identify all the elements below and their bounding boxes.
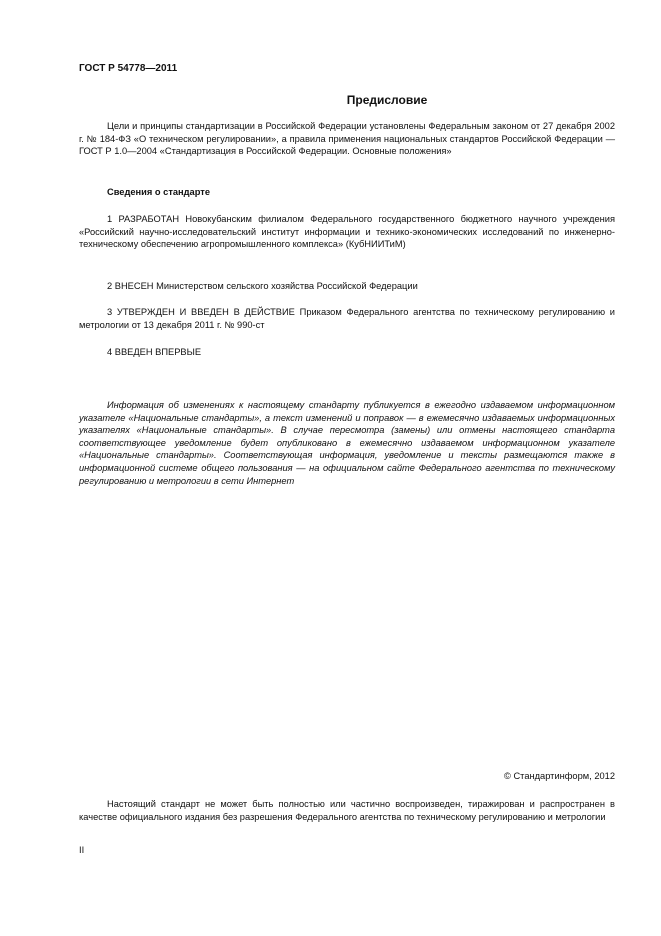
intro-paragraph: Цели и принципы стандартизации в Российской Федерации установлены Федеральным законом от 27 декабря 2002 г. № 184-ФЗ «О техническом регулировании», а правила применения национальных стандартов Российской Федерации — ГОСТ Р 1.0—2004 «Стандартизация в Российской Федерации. Основные положения» [79,121,615,157]
page-title [79,93,615,107]
standard-number-header: ГОСТ Р 54778—2011 [79,63,178,74]
item-submitted: 2 ВНЕСЕН Министерством сельского хозяйства Российской Федерации [107,281,418,291]
item-approved: 3 УТВЕРЖДЕН И ВВЕДЕН В ДЕЙСТВИЕ Приказом Федерального агентства по техническому регулированию и метрологии от 13 декабря 2011 г. № 990-ст [79,307,615,330]
section-heading: Сведения о стандарте [107,187,211,197]
reproduction-notice: Настоящий стандарт не может быть полностью или частично воспроизведен, тиражирован и распространен в качестве официального издания без разрешения Федерального агентства по техническому регулированию и метрологии [79,799,615,822]
item-first-introduced: 4 ВВЕДЕН ВПЕРВЫЕ [107,347,202,357]
copyright-line: © Стандартинформ, 2012 [504,771,615,781]
item-developed: 1 РАЗРАБОТАН Новокубанским филиалом Федерального государственного бюджетного научного учреждения «Российский научно-исследовательский институт информации и технико-экономических исследований по инженерно-техническому обеспечению агропромышленного комплекса» (КубНИИТиМ) [79,214,615,250]
info-note: Информация об изменениях к настоящему стандарту публикуется в ежегодно издаваемом информационном указателе «Национальные стандарты», а текст изменений и поправок — в ежемесячно издаваемых информационных указателях «Национальные стандарты». В случае пересмотра (замены) или отмены настоящего стандарта соответствующее уведомление будет опубликовано в ежемесячно издаваемом информационном указателе «Национальные стандарты». Соответствующая информация, уведомление и тексты размещаются также в информационной системе общего пользования — на официальном сайте Федерального агентства по техническому регулированию и метрологии в сети Интернет [79,400,615,486]
foreword-title: Предисловие [346,93,428,107]
page-number: II [79,845,85,855]
